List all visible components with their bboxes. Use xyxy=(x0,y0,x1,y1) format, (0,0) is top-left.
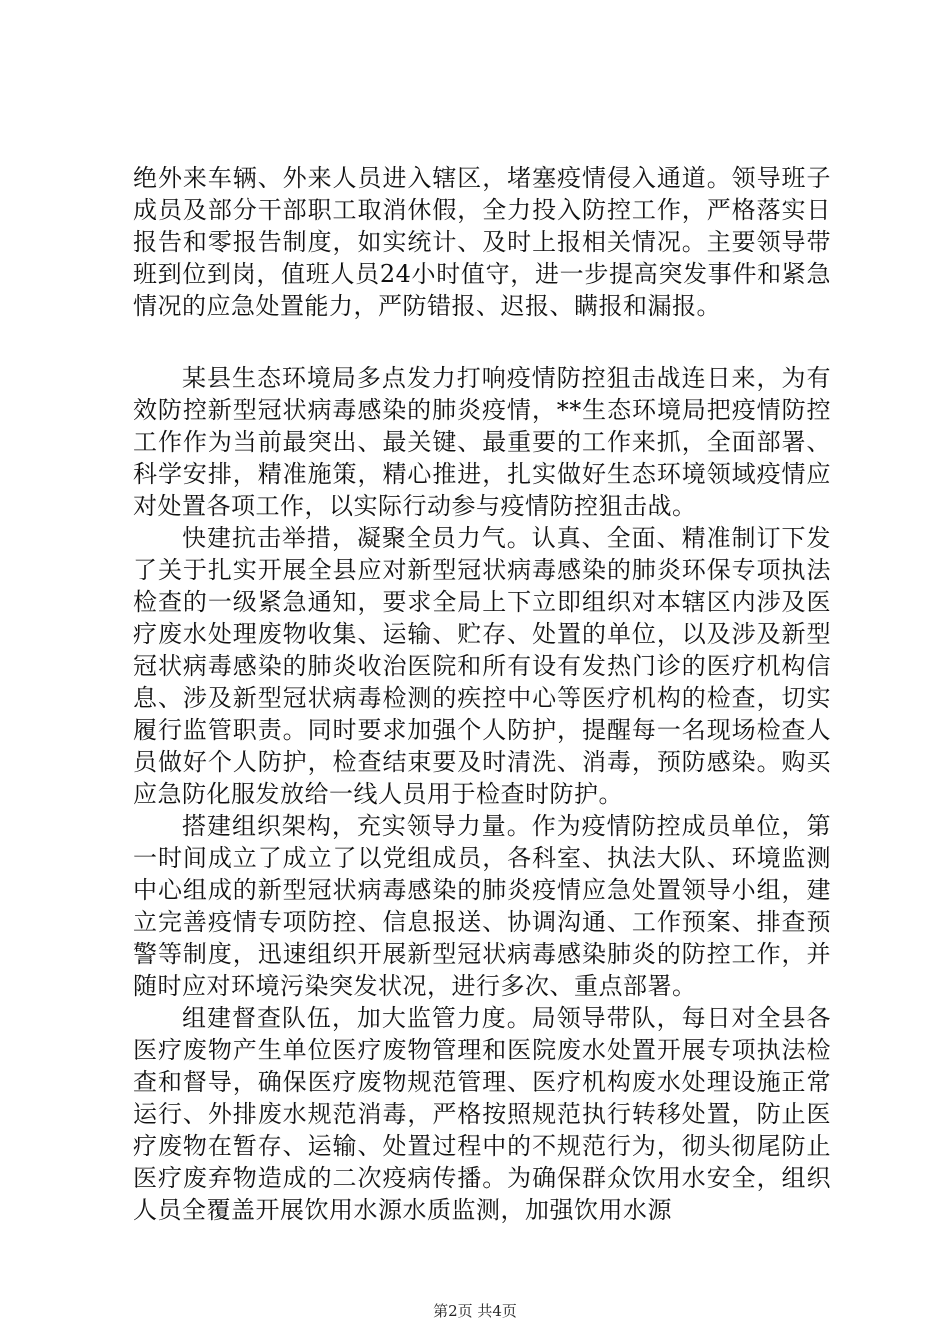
page-number-footer: 第2页 共4页 xyxy=(433,1302,517,1320)
paragraph-continuation: 绝外来车辆、外来人员进入辖区，堵塞疫情侵入通道。领导班子成员及部分干部职工取消休假，全力投入防控工作，严格落实日报告和零报告制度，如实统计、及时上报相关情况。主要领导带班到位到岗，值班人员24小时值守，进一步提高突发事件和紧急情况的应急处置能力，严防错报、迟报、瞒报和漏报。 xyxy=(133,164,831,320)
document-body xyxy=(133,162,831,1226)
paragraph-measures: 快建抗击举措，凝聚全员力气。认真、全面、精准制订下发了关于扎实开展全县应对新型冠状病毒感染的肺炎环保专项执法检查的一级紧急通知，要求全局上下立即组织对本辖区内涉及医疗废水处理废物收集、运输、贮存、处置的单位，以及涉及新型冠状病毒感染的肺炎收治医院和所有设有发热门诊的医疗机构信息、涉及新型冠状病毒检测的疾控中心等医疗机构的检查，切实履行监管职责。同时要求加强个人防护，提醒每一名现场检查人员做好个人防护，检查结束要及时清洗、消毒，预防感染。购买应急防化服发放给一线人员用于检查时防护。 xyxy=(133,524,831,808)
paragraph-organization: 搭建组织架构，充实领导力量。作为疫情防控成员单位，第一时间成立了成立了以党组成员，各科室、执法大队、环境监测中心组成的新型冠状病毒感染的肺炎疫情应急处置领导小组，建立完善疫情专项防控、信息报送、协调沟通、工作预案、排查预警等制度，迅速组织开展新型冠状病毒感染肺炎的防控工作，并随时应对环境污染突发状况，进行多次、重点部署。 xyxy=(133,812,831,1000)
paragraph-supervision: 组建督查队伍，加大监管力度。局领导带队，每日对全县各医疗废物产生单位医疗废物管理和医院废水处置开展专项执法检查和督导，确保医疗废物规范管理、医疗机构废水处理设施正常运行、外排废水规范消毒，严格按照规范执行转移处置，防止医疗废物在暂存、运输、处置过程中的不规范行为，彻头彻尾防止医疗废弃物造成的二次疫病传播。为确保群众饮用水安全，组织人员全覆盖开展饮用水源水质监测，加强饮用水源 xyxy=(133,1004,831,1224)
paragraph-intro: 某县生态环境局多点发力打响疫情防控狙击战连日来，为有效防控新型冠状病毒感染的肺炎疫情，**生态环境局把疫情防控工作作为当前最突出、最关键、最重要的工作来抓，全面部署、科学安排，精准施策，精心推进，扎实做好生态环境领域疫情应对处置各项工作，以实际行动参与疫情防控狙击战。 xyxy=(133,364,831,520)
